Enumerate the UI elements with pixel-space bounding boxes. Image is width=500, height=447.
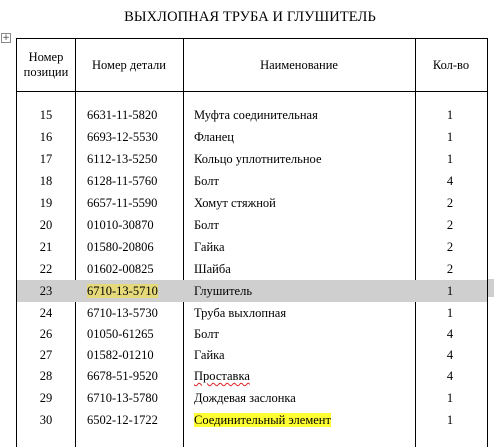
name-cell-text: Болт [194, 218, 219, 232]
name-cell-text: Кольцо уплотнительное [194, 152, 322, 166]
quantity-cell-text: 4 [446, 369, 454, 383]
header-part-number: Номер детали [92, 57, 166, 72]
name-cell-text: Болт [194, 327, 219, 341]
header-quantity: Кол-во [432, 57, 470, 72]
quantity-cell [415, 387, 485, 409]
header-name: Наименование [260, 57, 338, 72]
position-cell [17, 344, 75, 366]
table-row[interactable] [17, 409, 487, 431]
header-position-line2: позиции [23, 65, 69, 79]
header-divider [17, 91, 487, 92]
name-cell [194, 280, 252, 302]
quantity-cell-text: 1 [446, 130, 454, 144]
quantity-cell [415, 214, 485, 236]
part-number-cell [87, 170, 157, 192]
quantity-cell-text: 2 [446, 240, 454, 254]
quantity-cell [415, 192, 485, 214]
quantity-cell-text: 4 [446, 348, 454, 362]
name-cell [194, 302, 286, 324]
name-cell-text: Хомут стяжной [194, 196, 276, 210]
quantity-cell [415, 365, 485, 387]
position-cell [17, 126, 75, 148]
row-selection-overflow [488, 279, 494, 297]
part-number-cell-text: 6710-13-5710 [87, 284, 158, 298]
table-row[interactable] [17, 148, 487, 170]
quantity-cell-text: 2 [446, 196, 454, 210]
part-number-cell [87, 409, 158, 431]
header-position-line1: Номер [28, 50, 64, 64]
name-cell [194, 214, 219, 236]
position-cell [17, 148, 75, 170]
quantity-cell [415, 236, 485, 258]
part-number-cell [87, 192, 157, 214]
table-row[interactable] [17, 214, 487, 236]
position-cell [17, 365, 75, 387]
table-row[interactable] [17, 104, 487, 126]
quantity-cell-text: 1 [446, 284, 454, 298]
quantity-cell [415, 323, 485, 345]
part-number-cell-text: 01050-61265 [87, 327, 154, 341]
part-number-cell [87, 344, 154, 366]
quantity-cell-text: 1 [446, 391, 454, 405]
part-number-cell [87, 280, 158, 302]
position-cell-text: 22 [39, 262, 53, 276]
quantity-cell [415, 170, 485, 192]
table-row[interactable] [17, 280, 487, 302]
part-number-cell-text: 6631-11-5820 [87, 108, 158, 122]
part-number-cell-text: 6693-12-5530 [87, 130, 158, 144]
quantity-cell [415, 126, 485, 148]
part-number-cell [87, 104, 157, 126]
part-number-cell-text: 01582-01210 [87, 348, 154, 362]
table-row[interactable] [17, 126, 487, 148]
quantity-cell-text: 4 [446, 174, 454, 188]
part-number-cell [87, 214, 154, 236]
quantity-cell [415, 344, 485, 366]
quantity-cell [415, 258, 485, 280]
part-number-cell-text: 01602-00825 [87, 262, 154, 276]
table-row[interactable] [17, 323, 487, 345]
position-cell [17, 192, 75, 214]
position-cell [17, 409, 75, 431]
position-cell-text: 28 [39, 369, 53, 383]
name-cell [194, 409, 331, 431]
position-cell-text: 30 [39, 413, 53, 427]
name-cell [194, 148, 322, 170]
name-cell-text: Труба выхлопная [194, 306, 287, 320]
part-number-cell [87, 258, 154, 280]
name-cell-text: Шайба [194, 262, 231, 276]
table-row[interactable] [17, 236, 487, 258]
part-number-cell-text: 6710-13-5780 [87, 391, 158, 405]
quantity-cell-text: 4 [446, 327, 454, 341]
position-cell-text: 24 [39, 306, 53, 320]
name-cell [194, 170, 219, 192]
quantity-cell [415, 148, 485, 170]
table-row[interactable] [17, 170, 487, 192]
position-cell [17, 214, 75, 236]
quantity-cell [415, 280, 485, 302]
move-handle-icon[interactable]: + [2, 33, 10, 43]
table-row[interactable] [17, 302, 487, 324]
position-cell [17, 170, 75, 192]
table-row[interactable] [17, 258, 487, 280]
table-row[interactable] [17, 344, 487, 366]
position-cell-text: 26 [39, 327, 53, 341]
name-cell [194, 104, 318, 126]
name-cell-text: Болт [194, 174, 219, 188]
position-cell-text: 19 [39, 196, 53, 210]
part-number-cell-text: 01010-30870 [87, 218, 154, 232]
position-cell-text: 18 [39, 174, 53, 188]
position-cell [17, 302, 75, 324]
part-number-cell [87, 365, 158, 387]
position-cell [17, 323, 75, 345]
parts-table [16, 38, 488, 447]
quantity-cell [415, 302, 485, 324]
position-cell-text: 20 [39, 218, 53, 232]
name-cell [194, 365, 250, 387]
quantity-cell [415, 409, 485, 431]
header-position [17, 39, 75, 91]
part-number-cell-text: 01580-20806 [87, 240, 154, 254]
part-number-cell-text: 6710-13-5730 [87, 306, 158, 320]
position-cell [17, 280, 75, 302]
name-cell [194, 126, 234, 148]
position-cell-text: 29 [39, 391, 53, 405]
name-cell-text: Муфта соединительная [194, 108, 318, 122]
table-row[interactable] [17, 387, 487, 409]
part-number-cell [87, 148, 157, 170]
quantity-cell-text: 1 [446, 108, 454, 122]
part-number-cell [87, 387, 158, 409]
page-title: ВЫХЛОПНАЯ ТРУБА И ГЛУШИТЕЛЬ [124, 9, 376, 25]
position-cell [17, 258, 75, 280]
part-number-cell [87, 126, 158, 148]
part-number-cell-text: 6128-11-5760 [87, 174, 158, 188]
quantity-cell-text: 1 [446, 306, 454, 320]
position-cell-text: 15 [39, 108, 53, 122]
quantity-cell-text: 1 [446, 152, 454, 166]
name-cell [194, 323, 219, 345]
position-cell [17, 236, 75, 258]
name-cell [194, 387, 296, 409]
part-number-cell [87, 302, 158, 324]
table-row[interactable] [17, 192, 487, 214]
name-cell [194, 192, 276, 214]
part-number-cell [87, 236, 154, 258]
position-cell [17, 104, 75, 126]
quantity-cell-text: 2 [446, 218, 454, 232]
name-cell-text: Гайка [194, 240, 225, 254]
quantity-cell-text: 1 [446, 413, 454, 427]
name-cell-text: Соединительный элемент [194, 413, 331, 427]
position-cell [17, 387, 75, 409]
part-number-cell-text: 6112-13-5250 [87, 152, 158, 166]
name-cell-text: Глушитель [194, 284, 253, 298]
part-number-cell-text: 6502-12-1722 [87, 413, 158, 427]
position-cell-text: 17 [39, 152, 53, 166]
part-number-cell-text: 6678-51-9520 [87, 369, 158, 383]
name-cell [194, 236, 225, 258]
position-cell-text: 27 [39, 348, 53, 362]
quantity-cell-text: 2 [446, 262, 454, 276]
name-cell-text: Гайка [194, 348, 225, 362]
name-cell-text: Фланец [194, 130, 234, 144]
name-cell-text: Дождевая заслонка [194, 391, 296, 405]
name-cell [194, 258, 231, 280]
position-cell-text: 21 [39, 240, 53, 254]
table-row[interactable] [17, 365, 487, 387]
quantity-cell [415, 104, 485, 126]
name-cell [194, 344, 225, 366]
position-cell-text: 23 [39, 284, 53, 298]
position-cell-text: 16 [39, 130, 53, 144]
part-number-cell [87, 323, 154, 345]
part-number-cell-text: 6657-11-5590 [87, 196, 158, 210]
name-cell-text: Проставка [194, 369, 250, 383]
